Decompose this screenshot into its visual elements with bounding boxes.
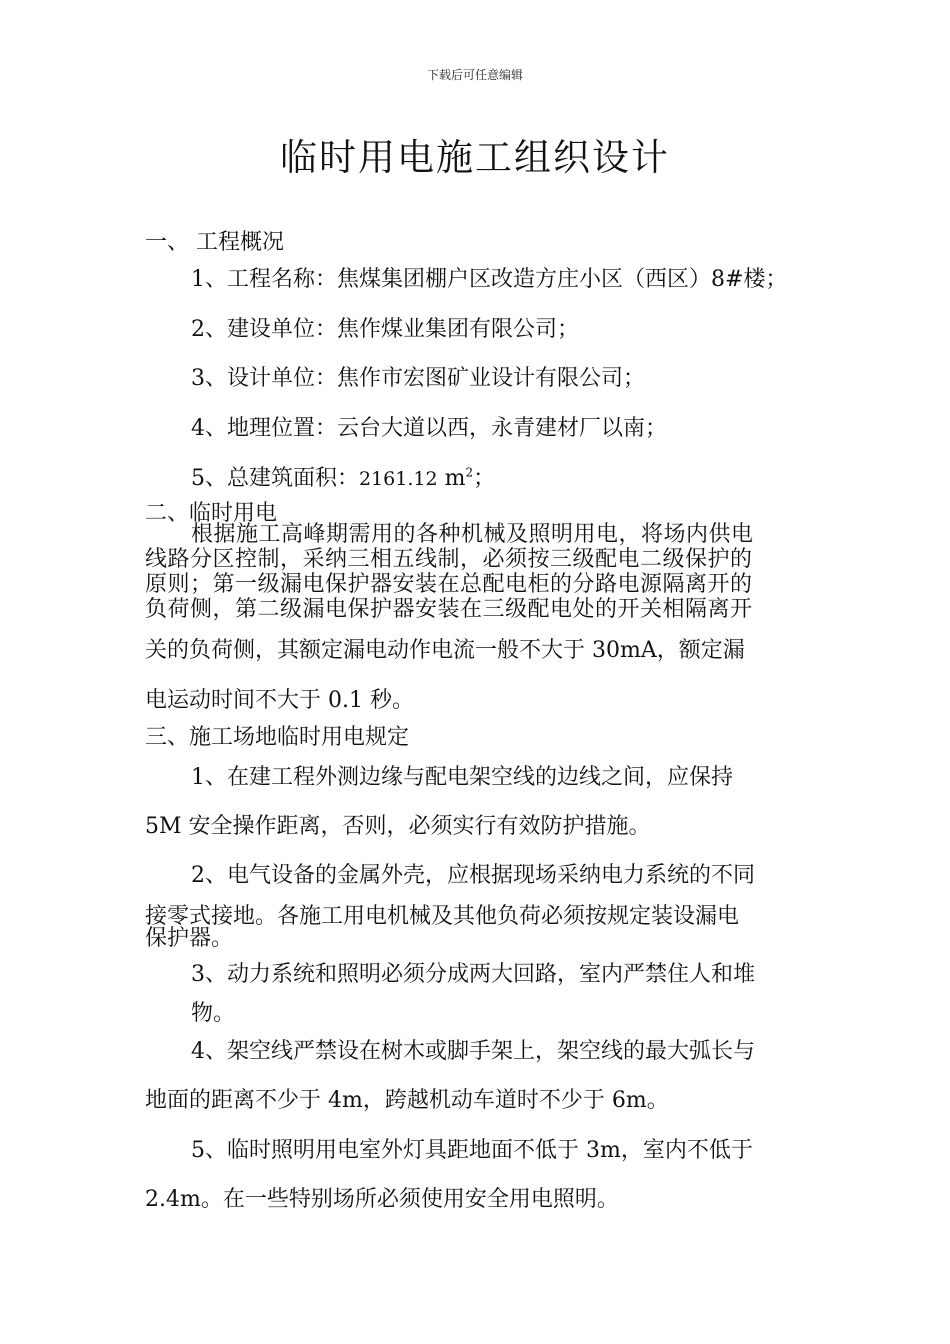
overview-item: 4、地理位置：云台大道以西，永青建材厂以南； xyxy=(191,416,667,441)
section-heading-temp-power: 二、临时用电 xyxy=(145,501,278,526)
site-rule-line: 2、电气设备的金属外壳，应根据现场采纳电力系统的不同 xyxy=(191,863,755,888)
temp-power-line: 线路分区控制，采纳三相五线制，必须按三级配电二级保护的 xyxy=(145,547,753,572)
site-rule-line: 物。 xyxy=(191,1001,236,1026)
overview-item-area xyxy=(191,461,495,492)
site-rule-line: 接零式接地。各施工用电机械及其他负荷必须按规定装设漏电 xyxy=(145,904,740,929)
temp-power-line: 关的负荷侧，其额定漏电动作电流一般不大于 30mA，额定漏 xyxy=(145,638,745,663)
site-rule-line: 4、架空线严禁设在树木或脚手架上，架空线的最大弧长与 xyxy=(191,1039,755,1064)
area-unit: m xyxy=(444,466,466,491)
site-rule-line: 地面的距离不少于 4m，跨越机动车道时不少于 6m。 xyxy=(145,1088,669,1113)
header-note: 下载后可任意编辑 xyxy=(426,68,523,82)
area-label: 5、总建筑面积： xyxy=(191,466,359,491)
site-rule-line: 2.4m。在一些特别场所必须使用安全用电照明。 xyxy=(145,1187,619,1212)
site-rule-line: 保护器。 xyxy=(145,926,234,951)
section-heading-site-rules: 三、施工场地临时用电规定 xyxy=(145,725,410,750)
site-rule-line: 5M 安全操作距离，否则，必须实行有效防护措施。 xyxy=(145,814,651,839)
temp-power-line: 负荷侧，第二级漏电保护器安装在三级配电处的开关相隔离开 xyxy=(145,597,753,622)
site-rule-line: 5、临时照明用电室外灯具距地面不低于 3m，室内不低于 xyxy=(191,1138,753,1163)
area-unit-sup: 2 xyxy=(465,465,474,480)
page-title: 临时用电施工组织设计 xyxy=(280,136,670,179)
temp-power-line: 根据施工高峰期需用的各种机械及照明用电，将场内供电 xyxy=(191,522,754,547)
site-rule-line: 3、动力系统和照明必须分成两大回路，室内严禁住人和堆 xyxy=(191,962,755,987)
area-value: 2161.12 xyxy=(359,468,438,490)
temp-power-line: 原则；第一级漏电保护器安装在总配电柜的分路电源隔离开的 xyxy=(145,572,753,597)
area-suffix: ； xyxy=(473,466,496,491)
temp-power-line: 电运动时间不大于 0.1 秒。 xyxy=(145,688,414,713)
overview-item: 2、建设单位：焦作煤业集团有限公司； xyxy=(191,317,579,342)
overview-item: 1、工程名称：焦煤集团棚户区改造方庄小区（西区）8#楼； xyxy=(191,267,788,292)
overview-item: 3、设计单位：焦作市宏图矿业设计有限公司； xyxy=(191,366,645,391)
section-heading-overview: 一、 工程概况 xyxy=(145,230,284,255)
site-rule-line: 1、在建工程外测边缘与配电架空线的边线之间，应保持 xyxy=(191,765,733,790)
